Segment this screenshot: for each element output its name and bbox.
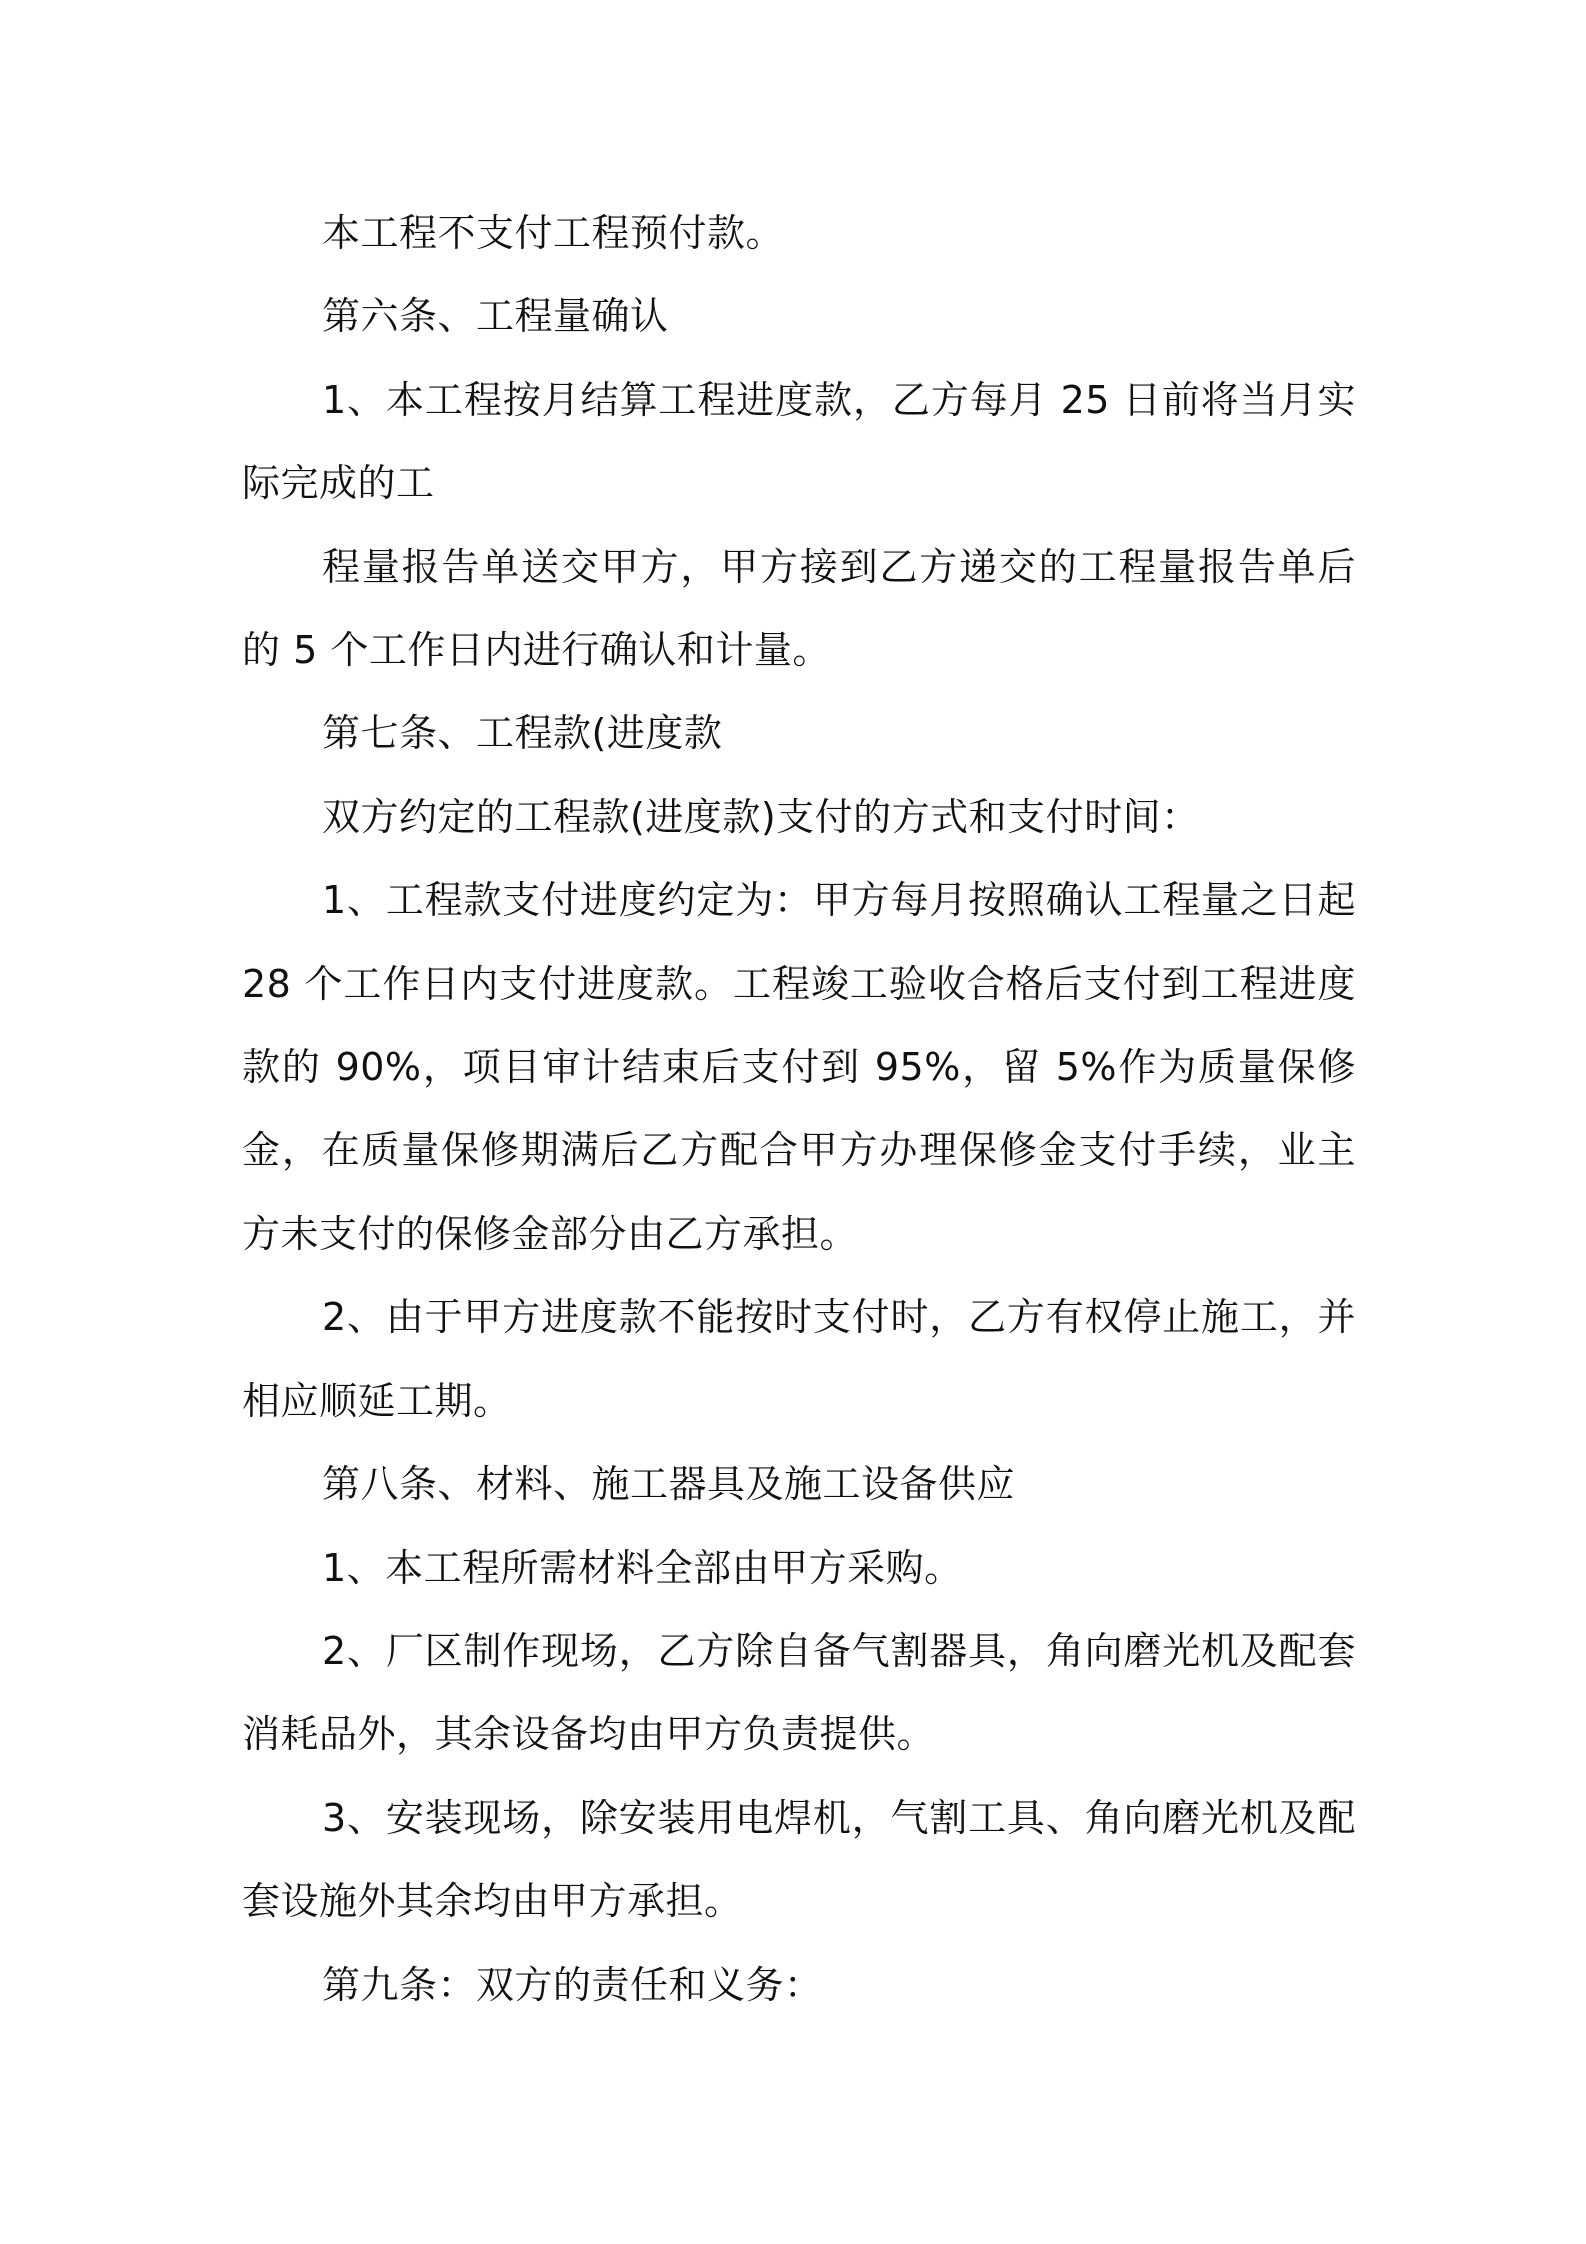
paragraph-materials: 1、本工程所需材料全部由甲方采购。 [322,1545,963,1590]
paragraph-payment-schedule: 1、工程款支付进度约定为：甲方每月按照确认工程量之日起 28 个工作日内支付进度款。工程竣工验收合格后支付到工程进度款的 90%，项目审计结束后支付到 95%，留 5%作为质量保修金，在质量保修期满后乙方配合甲方办理保修金支付手续，业主方未支付的保修金部分由乙方承担。 [242,878,1356,1256]
heading-article-6: 第六条、工程量确认 [322,294,669,339]
paragraph-late-payment: 2、由于甲方进度款不能按时支付时，乙方有权停止施工，并相应顺延工期。 [242,1295,1356,1423]
paragraph-monthly-settlement: 1、本工程按月结算工程进度款，乙方每月 25 日前将当月实际完成的工 [242,377,1356,506]
paragraph-payment-method: 双方约定的工程款(进度款)支付的方式和支付时间： [322,794,1200,839]
heading-article-7: 第七条、工程款(进度款 [322,711,723,756]
paragraph-quantity-report: 程量报告单送交甲方，甲方接到乙方递交的工程量报告单后的 5 个工作日内进行确认和计量。 [242,544,1356,673]
heading-article-9: 第九条：双方的责任和义务： [322,1962,823,2007]
paragraph-factory-equipment: 2、厂区制作现场，乙方除自备气割器具，角向磨光机及配套消耗品外，其余设备均由甲方负责提供。 [242,1628,1356,1757]
heading-article-8: 第八条、材料、施工器具及施工设备供应 [322,1462,1016,1507]
paragraph-installation-equipment: 3、安装现场，除安装用电焊机，气割工具、角向磨光机及配套设施外其余均由甲方承担。 [242,1795,1356,1924]
paragraph-no-advance-payment: 本工程不支付工程预付款。 [322,211,785,255]
document-body [242,192,1356,2027]
